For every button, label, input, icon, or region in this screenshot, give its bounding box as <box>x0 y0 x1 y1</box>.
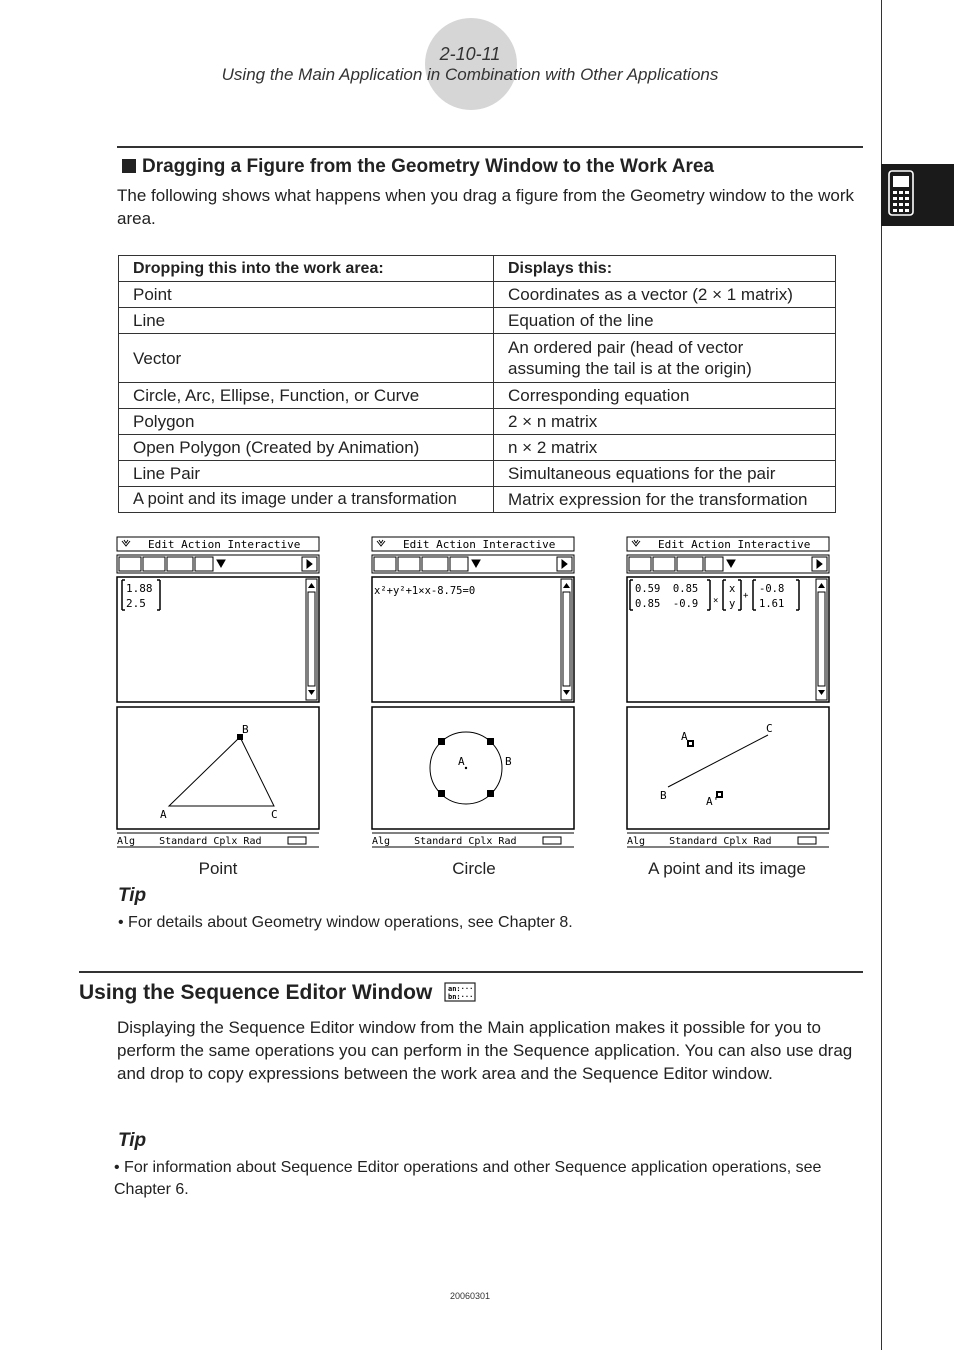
tip-label: Tip <box>118 1130 147 1151</box>
table-row <box>119 487 836 513</box>
status-bar: Alg Standard Cplx Rad <box>627 836 772 847</box>
footer-code: 20060301 <box>449 1291 491 1301</box>
toolbar <box>117 555 319 573</box>
section1-rule <box>117 146 863 148</box>
point-label: B <box>242 723 249 736</box>
table-cell: Equation of the line <box>494 308 836 334</box>
geometry-window[interactable] <box>117 707 319 829</box>
matrix-row: 0.85 -0.9 <box>635 598 699 610</box>
point-label: A' <box>706 795 720 808</box>
section2-body: Displaying the Sequence Editor window from the Main application makes it possible for you to perform the same operations you can perform in the Sequence application. You can also use drag and drop to copy expressions between the work area and the Sequence Editor window. <box>117 1018 853 1083</box>
matrix-row: 0.59 0.85 <box>635 583 699 595</box>
vector-entry: y <box>729 598 736 610</box>
svg-text:+: + <box>743 591 749 601</box>
table-cell: 2 × n matrix <box>494 409 836 435</box>
battery-icon <box>288 837 306 844</box>
table-row <box>119 334 836 383</box>
calculator-icon <box>887 170 917 218</box>
point-label: C <box>766 722 773 735</box>
status-bar: Alg Standard Cplx Rad <box>117 836 262 847</box>
vector-entry: x <box>729 583 736 595</box>
table-header: Dropping this into the work area: <box>119 256 494 282</box>
section2-rule <box>79 971 863 973</box>
table-row <box>119 461 836 487</box>
work-line: 1.88 <box>126 582 153 595</box>
section1-intro: The following shows what happens when you drag a figure from the Geometry window to the work area. <box>117 186 855 228</box>
toolbar <box>627 555 829 573</box>
point-label: C <box>271 808 278 821</box>
table-cell: A point and its image under a transformation <box>119 487 494 513</box>
work-expression: x²+y²+1×x-8.75=0 <box>374 585 476 597</box>
geometry-window[interactable] <box>627 707 829 829</box>
chapter-tab <box>881 164 954 226</box>
table-cell: Point <box>119 282 494 308</box>
table-header-row <box>119 256 836 282</box>
tip-text: • For information about Sequence Editor operations and other Sequence application operations, see Chapter 6. <box>114 1159 822 1198</box>
table-cell: Line Pair <box>119 461 494 487</box>
page-number: 2-10-11 <box>439 44 501 64</box>
table-cell: Coordinates as a vector (2 × 1 matrix) <box>494 282 836 308</box>
tip-label: Tip <box>118 885 147 906</box>
drop-result-table <box>118 255 836 513</box>
toolbar <box>372 555 574 573</box>
screen-point <box>116 536 322 848</box>
tip-text: • For details about Geometry window operations, see Chapter 8. <box>118 914 573 931</box>
table-row <box>119 435 836 461</box>
menu-bar[interactable]: Edit Action Interactive <box>658 538 811 551</box>
menu-bar[interactable]: Edit Action Interactive <box>148 538 301 551</box>
point-label: A <box>681 730 688 743</box>
table-row <box>119 282 836 308</box>
screen-circle <box>371 536 577 848</box>
section1-title: Dragging a Figure from the Geometry Window to the Work Area <box>122 156 714 178</box>
table-cell: Vector <box>119 334 494 383</box>
battery-icon <box>543 837 561 844</box>
table-cell: Circle, Arc, Ellipse, Function, or Curve <box>119 383 494 409</box>
point-label: A <box>160 808 167 821</box>
table-cell: Corresponding equation <box>494 383 836 409</box>
table-cell: Matrix expression for the transformation <box>494 487 836 513</box>
table-header: Displays this: <box>494 256 836 282</box>
page-subtitle: Using the Main Application in Combination with Other Applications <box>221 65 719 84</box>
screen-transformation <box>626 536 832 848</box>
status-bar: Alg Standard Cplx Rad <box>372 836 517 847</box>
section2-title: Using the Sequence Editor Window an:··· bn:··· <box>79 981 476 1005</box>
svg-text:an:···: an:··· <box>448 985 474 993</box>
work-line: 2.5 <box>126 597 146 610</box>
offset-entry: -0.8 <box>759 583 785 595</box>
screen-caption: Point <box>198 859 238 878</box>
table-cell: Polygon <box>119 409 494 435</box>
geometry-window[interactable] <box>372 707 574 829</box>
offset-entry: 1.61 <box>759 598 785 610</box>
battery-icon <box>798 837 816 844</box>
screen-caption: A point and its image <box>648 859 806 878</box>
table-cell: An ordered pair (head of vector assuming the tail is at the origin) <box>494 334 836 383</box>
point-label: A <box>458 755 465 768</box>
table-cell: n × 2 matrix <box>494 435 836 461</box>
table-row <box>119 308 836 334</box>
point-label: B <box>505 755 512 768</box>
table-row <box>119 409 836 435</box>
sequence-editor-icon <box>444 982 476 1002</box>
svg-text:×: × <box>713 596 719 606</box>
square-bullet-icon <box>122 159 136 173</box>
table-row <box>119 383 836 409</box>
menu-bar[interactable]: Edit Action Interactive <box>403 538 556 551</box>
table-cell: Open Polygon (Created by Animation) <box>119 435 494 461</box>
point-label: B <box>660 789 667 802</box>
svg-text:bn:···: bn:··· <box>448 993 474 1001</box>
table-cell: Line <box>119 308 494 334</box>
table-cell: Simultaneous equations for the pair <box>494 461 836 487</box>
screen-caption: Circle <box>452 859 496 878</box>
